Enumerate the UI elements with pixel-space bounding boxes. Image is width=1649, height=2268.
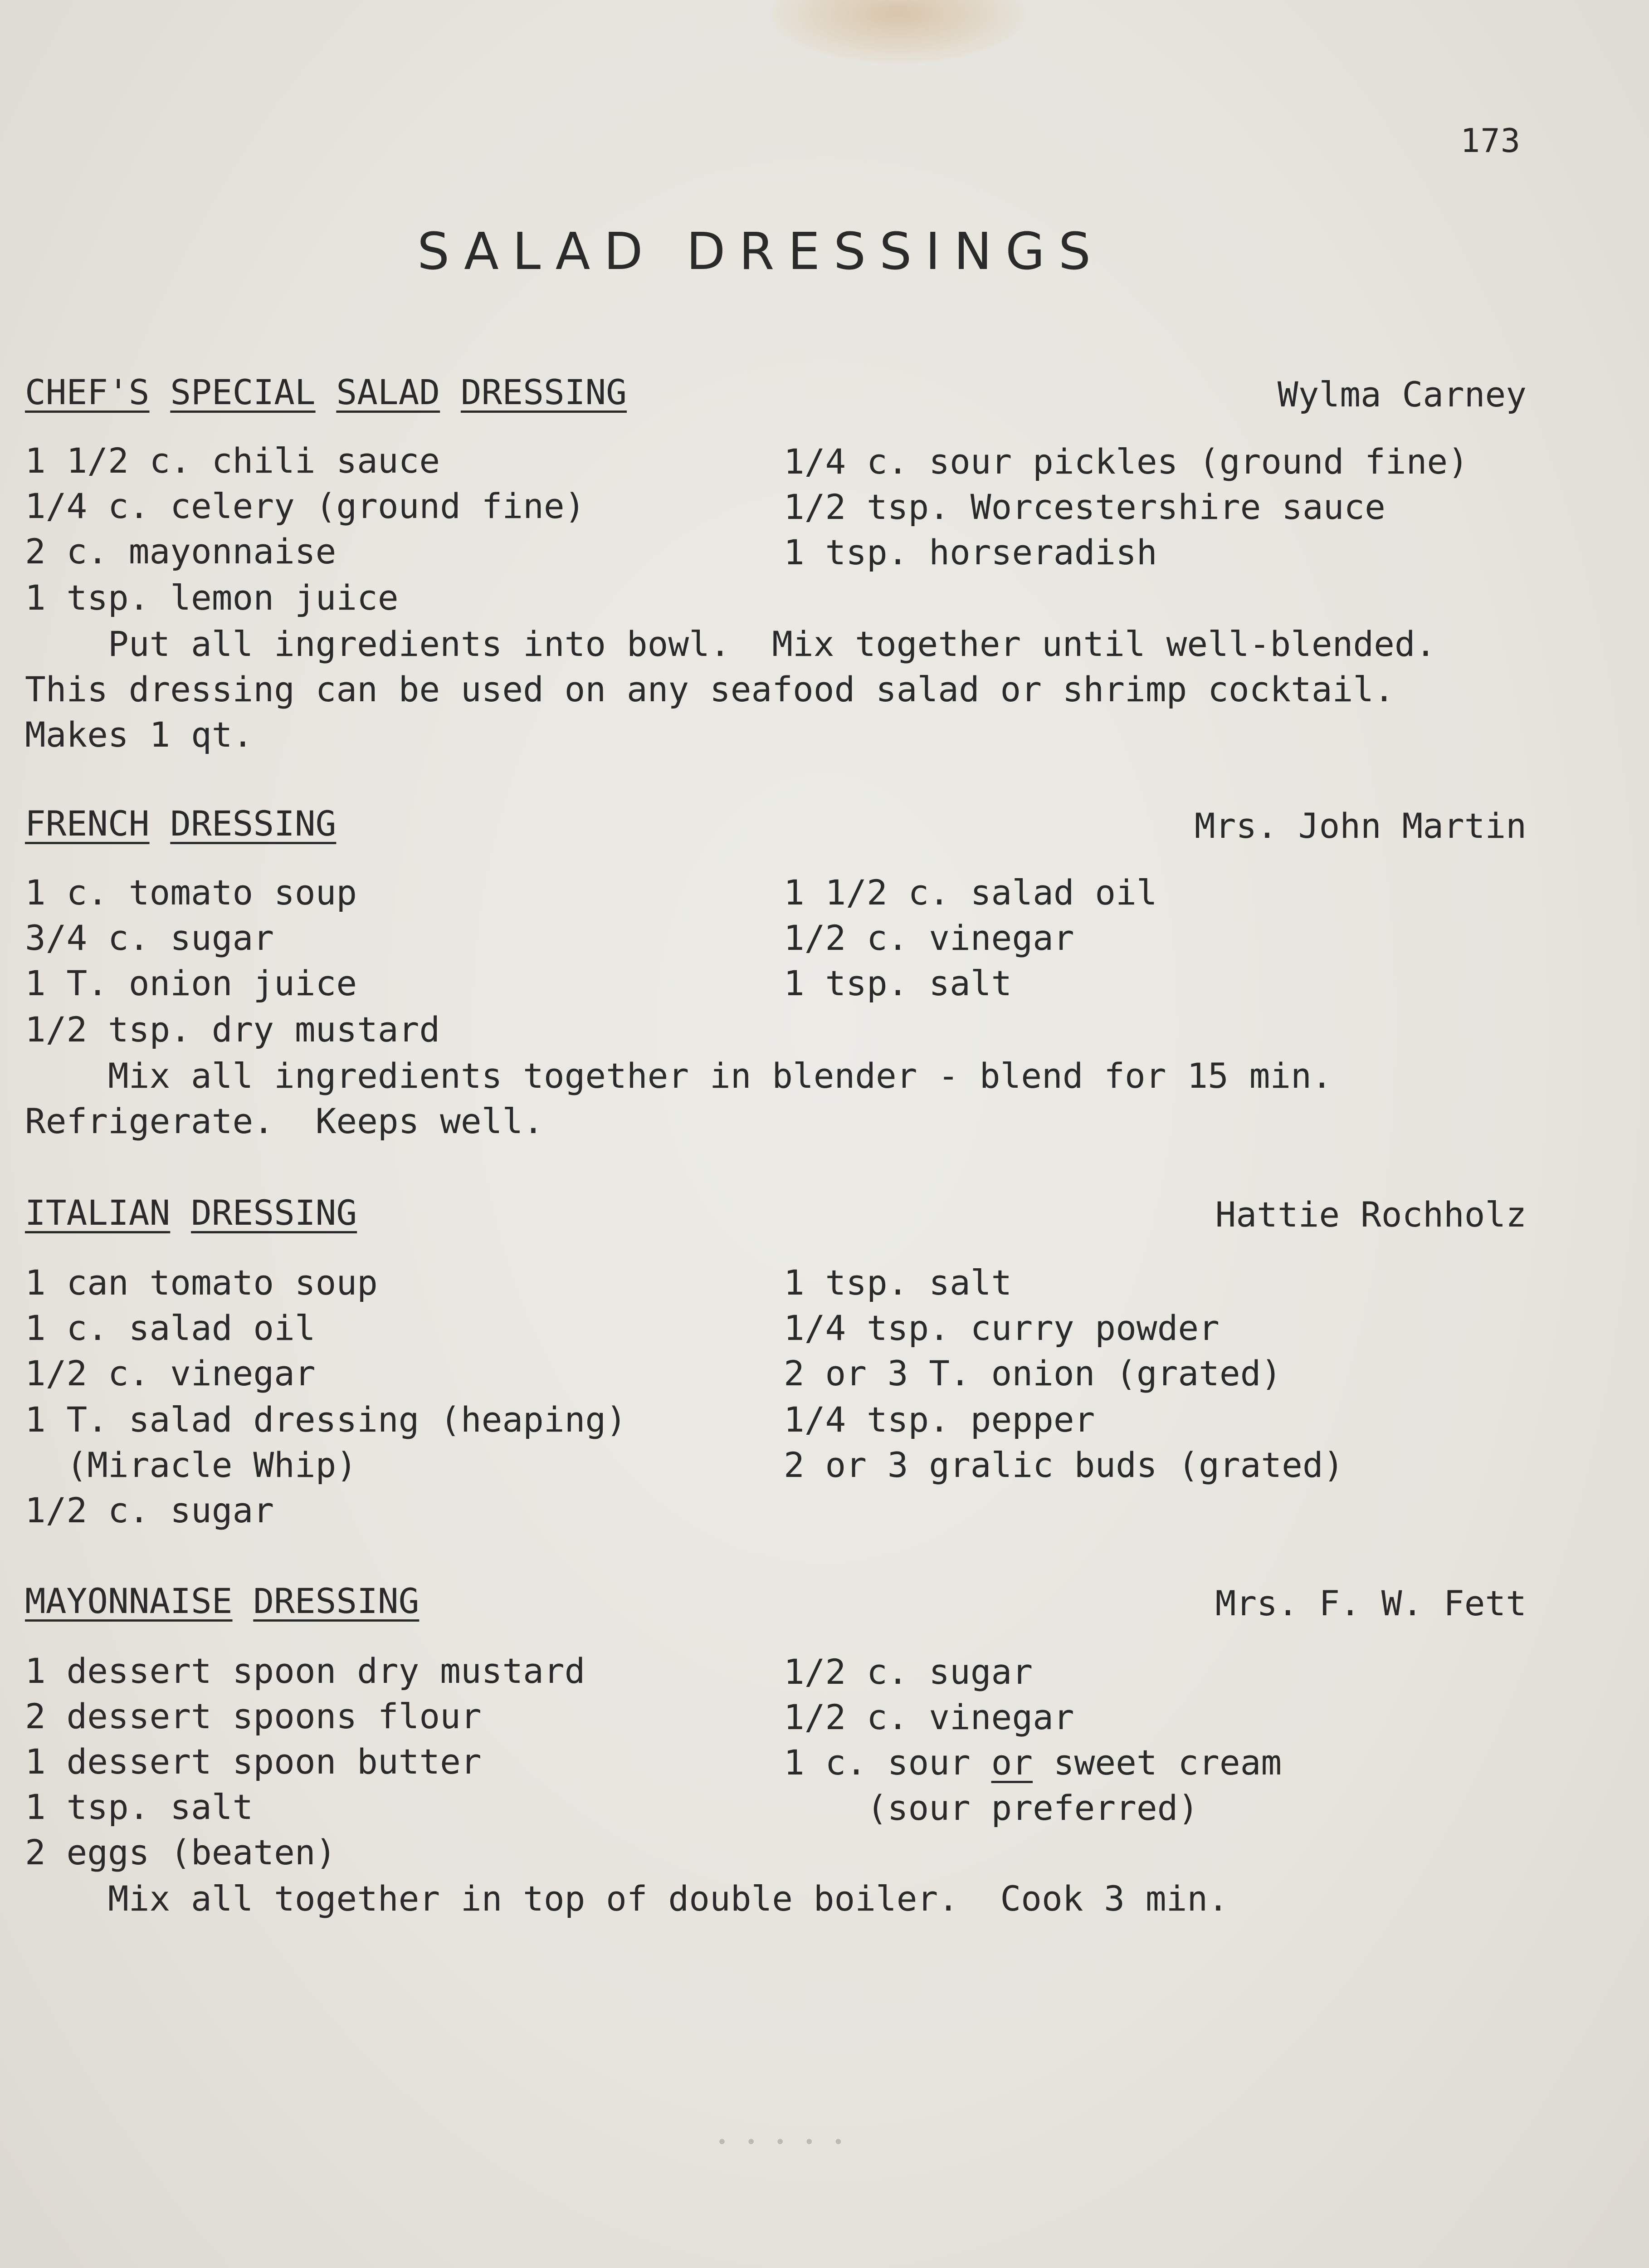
ingredient: 2 dessert spoons flour: [25, 1696, 482, 1736]
ingredient: 1/4 c. celery (ground fine): [25, 486, 585, 526]
ingredient: 1/2 tsp. dry mustard: [25, 1009, 440, 1050]
ingredient: 1/2 c. vinegar: [25, 1353, 316, 1393]
ingredient: 1 T. salad dressing (heaping): [25, 1399, 627, 1440]
ingredient: 1 tsp. horseradish: [784, 532, 1157, 572]
recipe-2-author: Mrs. John Martin: [1194, 806, 1527, 846]
ingredient: 1 c. salad oil: [25, 1308, 316, 1348]
instruction-line: Put all ingredients into bowl. Mix together until well-blended.: [25, 624, 1436, 664]
recipe-1-author: Wylma Carney: [1277, 374, 1527, 415]
page-title: SALAD DRESSINGS: [417, 222, 1104, 281]
ingredient: 1/4 c. sour pickles (ground fine): [784, 441, 1468, 482]
ingredient: 1 c. sour or sweet cream: [784, 1742, 1282, 1783]
decorative-dots: •••••: [717, 2132, 862, 2153]
ingredient: (Miracle Whip): [25, 1445, 357, 1485]
ingredient: 1 dessert spoon dry mustard: [25, 1651, 585, 1691]
ingredient: 1/4 tsp. curry powder: [784, 1308, 1220, 1348]
recipe-4-author: Mrs. F. W. Fett: [1215, 1583, 1527, 1623]
instruction-line: Makes 1 qt.: [25, 714, 254, 755]
ingredient: 1/2 tsp. Worcestershire sauce: [784, 487, 1386, 527]
ingredient: 2 c. mayonnaise: [25, 531, 337, 572]
page-number: 173: [1460, 122, 1521, 160]
instruction-line: Refrigerate. Keeps well.: [25, 1101, 544, 1141]
ingredient: 2 or 3 T. onion (grated): [784, 1353, 1282, 1393]
recipe-2-title: FRENCH DRESSING: [25, 803, 337, 844]
ingredient: 1 1/2 c. salad oil: [784, 872, 1157, 913]
ingredient: 2 or 3 gralic buds (grated): [784, 1445, 1344, 1485]
ingredient: 1 tsp. lemon juice: [25, 577, 399, 618]
ingredient: 1 dessert spoon butter: [25, 1741, 482, 1782]
ingredient: 1 T. onion juice: [25, 963, 357, 1003]
ingredient: 1/2 c. sugar: [25, 1490, 274, 1530]
ingredient: 1 tsp. salt: [784, 1262, 1012, 1303]
ingredient: 1 tsp. salt: [784, 963, 1012, 1003]
ingredient-note: (sour preferred): [784, 1788, 1199, 1828]
ingredient: 1/2 c. vinegar: [784, 918, 1074, 958]
ingredient: 3/4 c. sugar: [25, 918, 274, 958]
ingredient: 2 eggs (beaten): [25, 1832, 337, 1872]
recipe-1-title: CHEF'S SPECIAL SALAD DRESSING: [25, 372, 627, 412]
instruction-line: Mix all ingredients together in blender - blend for 15 min.: [25, 1056, 1332, 1096]
instruction-line: This dressing can be used on any seafood salad or shrimp cocktail.: [25, 669, 1395, 709]
ingredient: 1/2 c. sugar: [784, 1652, 1033, 1692]
ingredient: 1/4 tsp. pepper: [784, 1399, 1095, 1440]
ingredient: 1 c. tomato soup: [25, 872, 357, 913]
recipe-4-title: MAYONNAISE DRESSING: [25, 1581, 420, 1621]
ingredient: 1 tsp. salt: [25, 1787, 254, 1827]
recipe-3-title: ITALIAN DRESSING: [25, 1193, 357, 1233]
ingredient: 1 1/2 c. chili sauce: [25, 440, 440, 481]
recipe-3-author: Hattie Rochholz: [1215, 1194, 1527, 1235]
ingredient: 1/2 c. vinegar: [784, 1697, 1074, 1737]
instruction-line: Mix all together in top of double boiler. Cook 3 min.: [25, 1878, 1229, 1919]
ingredient: 1 can tomato soup: [25, 1262, 378, 1303]
